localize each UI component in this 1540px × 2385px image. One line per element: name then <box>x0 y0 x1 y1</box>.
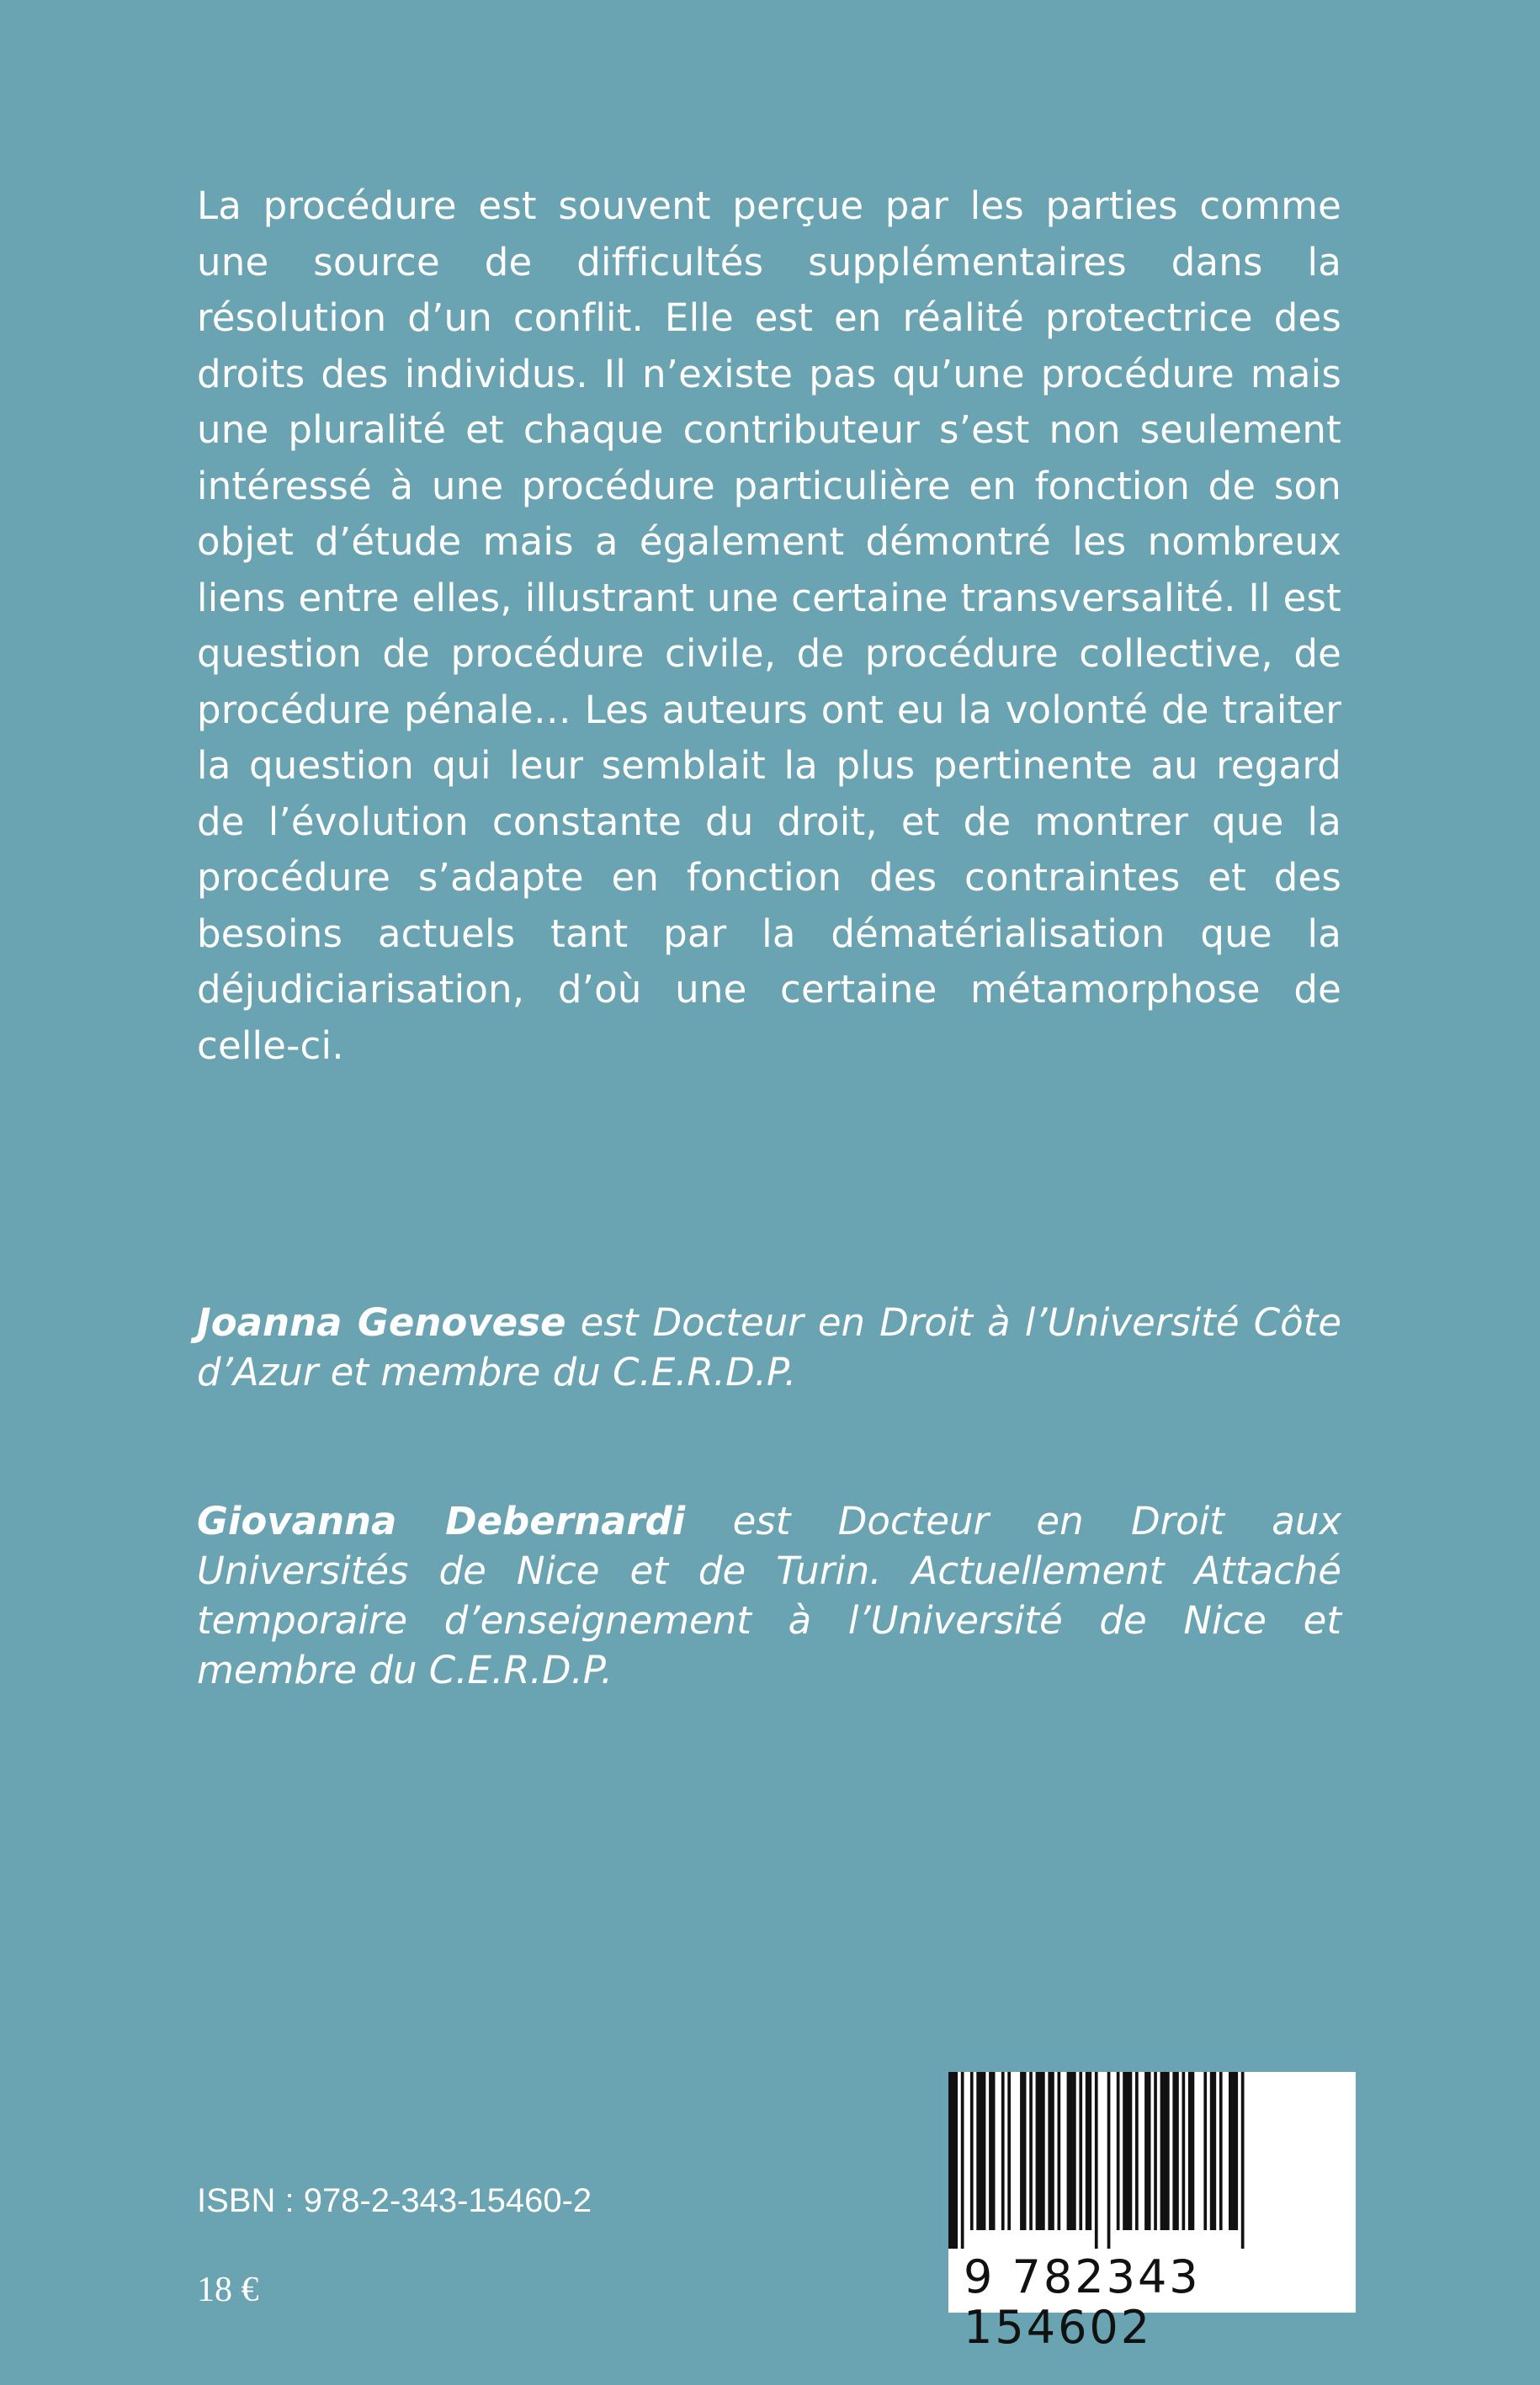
barcode-bar <box>1058 2072 1061 2230</box>
barcode-bar <box>1241 2072 1245 2249</box>
barcode-bar <box>976 2072 985 2230</box>
barcode-bar <box>989 2072 995 2230</box>
barcode-bar <box>1067 2072 1076 2230</box>
barcode-bar <box>1107 2072 1111 2249</box>
barcode-bar <box>1144 2072 1150 2230</box>
author-name-2: Giovanna Debernardi <box>197 1499 686 1543</box>
barcode-bar <box>1001 2072 1005 2230</box>
barcode-bar <box>1188 2072 1194 2230</box>
barcode-bar <box>1160 2072 1170 2230</box>
barcode-bar <box>1095 2072 1098 2249</box>
barcode <box>948 2072 1356 2354</box>
author-bio-text-1: est Docteur en Droit à l’Université Côte d’Azur et membre du C.E.R.D.P. <box>197 1300 1341 1394</box>
barcode-bar <box>1219 2072 1223 2230</box>
price-text: 18 € <box>197 2271 259 2309</box>
barcode-bar <box>1029 2072 1033 2230</box>
barcode-bar <box>1203 2072 1207 2230</box>
barcode-bar <box>1079 2072 1082 2230</box>
back-cover-summary: La procédure est souvent perçue par les parties comme une source de difficultés supplémentaires dans la résolution d’un conflit. Elle est en réalité protectrice des droits des individus. Il n’existe pas qu’une procédure mais une pluralité et chaque contributeur s’est non seulement intéressé à une procédure particulière en fonction de son objet d’étude mais a également démontré les nombreux liens entre elles, illustrant une certaine transversalité. Il est question de procédure civile, de procédure collective, de procédure pénale… Les auteurs ont eu la volonté de traiter la question qui leur semblait la plus pertinente au regard de l’évolution constante du droit, et de montrer que la procédure s’adapte en fonction des contraintes et des besoins actuels tant par la dématérialisation que la déjudiciarisation, d’où une certaine métamorphose de celle-ci. <box>197 183 1341 1068</box>
author-name-1: Joanna Genovese <box>197 1300 566 1345</box>
barcode-bar <box>948 2072 958 2249</box>
barcode-bar <box>961 2072 964 2249</box>
barcode-bar <box>1123 2072 1132 2230</box>
barcode-bar <box>1117 2072 1120 2230</box>
author-bio-1 <box>197 1298 1341 1397</box>
barcode-bar <box>1229 2072 1238 2230</box>
barcode-bar <box>970 2072 974 2230</box>
barcode-bar <box>1048 2072 1054 2230</box>
isbn-text: ISBN : 978-2-343-15460-2 <box>197 2182 592 2219</box>
barcode-bar <box>1210 2072 1216 2230</box>
barcode-bars <box>948 2072 1285 2249</box>
barcode-bar <box>1154 2072 1157 2230</box>
barcode-bar <box>1172 2072 1178 2230</box>
barcode-bar <box>1135 2072 1139 2230</box>
barcode-digits: 9 782343 154602 <box>964 2250 1201 2354</box>
barcode-bar <box>1182 2072 1186 2230</box>
barcode-bar <box>1020 2072 1026 2230</box>
author-bio-2 <box>197 1496 1341 1695</box>
barcode-bar <box>1007 2072 1011 2230</box>
barcode-bar <box>1036 2072 1045 2230</box>
barcode-bar <box>1086 2072 1091 2230</box>
author-bio-text-2: est Docteur en Droit aux Universités de Nice et de Turin. Actuellement Attaché temporaire d’enseignement à l’Université de Nice et membre du C.E.R.D.P. <box>197 1499 1341 1692</box>
